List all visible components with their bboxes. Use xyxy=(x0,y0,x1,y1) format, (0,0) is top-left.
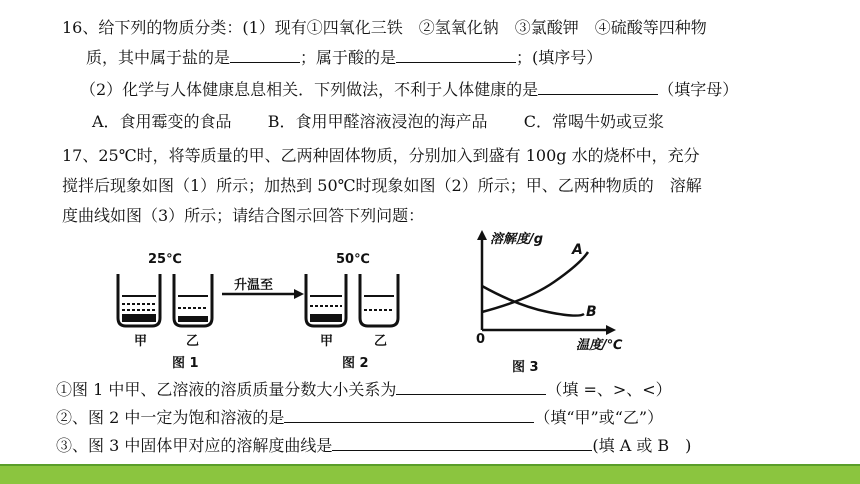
health-answer-blank[interactable] xyxy=(538,80,658,95)
sub1-hint: （填 =、>、<） xyxy=(546,380,672,399)
figure-3 xyxy=(468,228,638,373)
sub1-answer-blank[interactable] xyxy=(396,380,546,395)
q16-health-question: （2）化学与人体健康息息相关．下列做法，不利于人体健康的是 xyxy=(80,80,539,99)
q17-line1: 17、25℃时，将等质量的甲、乙两种固体物质，分别加入到盛有 100g 水的烧杯中，充分 xyxy=(62,146,700,165)
sub2-question: ②、图 2 中一定为饱和溶液的是 xyxy=(56,408,285,427)
fig2-temperature: 50℃ xyxy=(336,252,370,267)
q16-line1: 16、给下列的物质分类：(1）现有①四氧化三铁 ②氢氧化钠 ③氯酸钾 ④硫酸等四种物 xyxy=(62,18,707,37)
q16-fill-letter-hint: （填字母） xyxy=(658,80,739,99)
sub3-answer-blank[interactable] xyxy=(332,436,592,451)
footer-bar xyxy=(0,466,860,484)
y-axis-label: 溶解度/g xyxy=(490,232,544,247)
figure-1-2 xyxy=(100,248,430,371)
fig1-temperature: 25℃ xyxy=(148,252,182,267)
fig1-label-yi: 乙 xyxy=(186,334,200,349)
x-axis-label: 温度/℃ xyxy=(576,338,623,353)
arrow-label: 升温至 xyxy=(234,278,274,293)
curve-b-label: B xyxy=(586,304,597,320)
fig2-caption: 图 2 xyxy=(342,356,369,371)
curve-a-label: A xyxy=(572,242,583,258)
sub3-hint: (填 A 或 B ) xyxy=(592,436,692,455)
fig2-label-yi: 乙 xyxy=(374,334,388,349)
q16-line2 xyxy=(86,48,602,68)
q16-fill-hint: ；(填序号） xyxy=(516,48,603,67)
option-a: A．食用霉变的食品 xyxy=(92,112,232,131)
option-c: C．常喝牛奶或豆浆 xyxy=(523,112,664,131)
sub2-answer-blank[interactable] xyxy=(284,408,534,423)
q17-line2: 搅拌后现象如图（1）所示；加热到 50℃时现象如图（2）所示；甲、乙两种物质的 溶解 xyxy=(62,176,702,195)
fig3-caption: 图 3 xyxy=(512,360,539,375)
q16-line3 xyxy=(80,80,738,100)
curve-a xyxy=(482,252,588,312)
acid-answer-blank[interactable] xyxy=(396,48,516,63)
fig1-caption: 图 1 xyxy=(172,356,199,371)
q17-sub3 xyxy=(56,436,691,456)
sub1-question: ①图 1 中甲、乙溶液的溶质质量分数大小关系为 xyxy=(56,380,397,399)
q16-salt-label: 质，其中属于盐的是 xyxy=(86,48,231,67)
sub3-question: ③、图 3 中固体甲对应的溶解度曲线是 xyxy=(56,436,333,455)
fig2-label-jia: 甲 xyxy=(320,334,334,349)
q17-sub1 xyxy=(56,380,672,400)
q16-acid-label: ；属于酸的是 xyxy=(300,48,397,67)
sub2-hint: （填“甲”或“乙”） xyxy=(534,408,664,427)
q17-line3: 度曲线如图（3）所示；请结合图示回答下列问题： xyxy=(62,206,425,225)
fig1-label-jia: 甲 xyxy=(134,334,148,349)
salt-answer-blank[interactable] xyxy=(230,48,300,63)
origin-label: 0 xyxy=(476,332,486,347)
curve-b xyxy=(482,286,584,316)
q16-options xyxy=(92,112,664,132)
option-b: B．食用甲醛溶液浸泡的海产品 xyxy=(267,112,488,131)
q17-sub2 xyxy=(56,408,663,428)
